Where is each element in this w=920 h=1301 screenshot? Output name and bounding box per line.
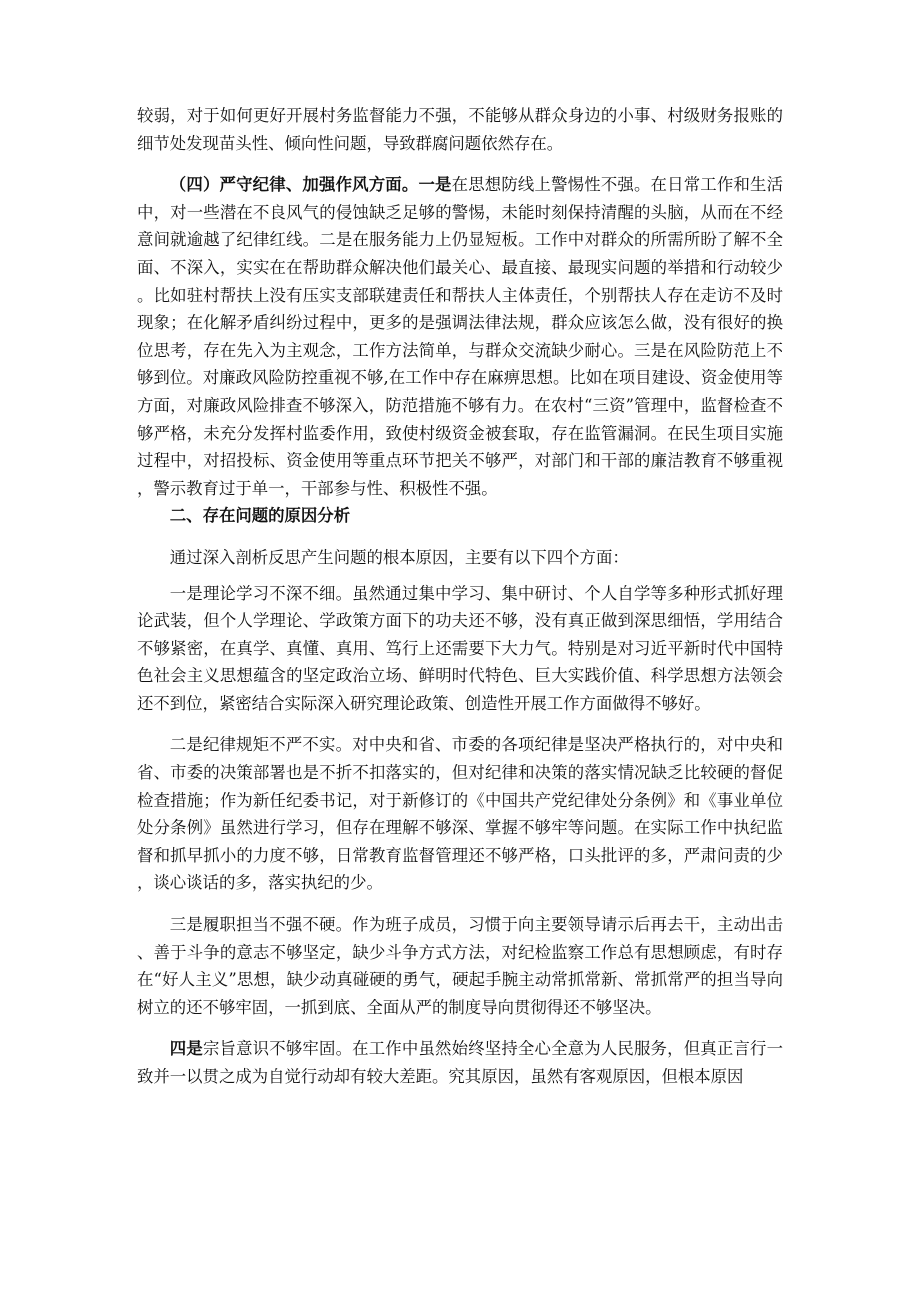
paragraph-body: 在思想防线上警惕性不强。在日常工作和生活中，对一些潜在不良风气的侵蚀缺乏足够的警惕，未能时刻保持清醒的头脑，从而在不经意间就逾越了纪律红线。二是在服务能力上仍显短板。工作中对群众的所需所盼了解不全面、不深入，实实在在帮助群众解决他们最关心、最直接、最现实问题的举措和行动较少。比如驻村帮扶上没有压实支部联建责任和帮扶人主体责任，个别帮扶人存在走访不及时现象；在化解矛盾纠纷过程中，更多的是强调法律法规，群众应该怎么做，没有很好的换位思考，存在先入为主观念，工作方法简单，与群众交流缺少耐心。三是在风险防范上不够到位。对廉政风险防控重视不够,在工作中存在麻痹思想。比如在项目建设、资金使用等方面，对廉政风险排查不够深入，防范措施不够有力。在农村“三资”管理中，监督检查不够严格，未充分发挥村监委作用，致使村级资金被套取，存在监管漏洞。在民生项目实施过程中，对招投标、资金使用等重点环节把关不够严，对部门和干部的廉洁教育不够重视，警示教育过于单一，干部参与性、积极性不强。 [137, 175, 783, 498]
paragraph-cause-2: 二是纪律规矩不严不实。对中央和省、市委的各项纪律是坚决严格执行的，对中央和省、市委的决策部署也是不折不扣落实的，但对纪律和决策的落实情况缺乏比较硬的督促检查措施；作为新任纪委书记，对于新修订的《中国共产党纪律处分条例》和《事业单位处分条例》虽然进行学习，但存在理解不够深、掌握不够牢等问题。在实际工作中执纪监督和抓早抓小的力度不够，日常教育监督管理还不够严格，口头批评的多，严肃问责的少，谈心谈话的多，落实执纪的少。 [137, 735, 783, 893]
paragraph-lead-bold: （四）严守纪律、加强作风方面。一是 [169, 175, 452, 195]
paragraph-intro: 通过深入剖析反思产生问题的根本原因，主要有以下四个方面： [169, 547, 629, 567]
paragraph-continuation: 较弱，对于如何更好开展村务监督能力不强，不能够从群众身边的小事、村级财务报账的细节处发现苗头性、倾向性问题，导致群腐问题依然存在。 [137, 106, 783, 153]
paragraph-discipline-style [137, 171, 783, 502]
section-heading-cause-analysis: 二、存在问题的原因分析 [169, 506, 351, 526]
paragraph-cause-3: 三是履职担当不强不硬。作为班子成员，习惯于向主要领导请示后再去干，主动出击、善于斗争的意志不够坚定，缺少斗争方式方法，对纪检监察工作总有思想顾虑，有时存在“好人主义”思想，缺少动真碰硬的勇气，硬起手腕主动常抓常新、常抓常严的担当导向树立的还不够牢固，一抓到底、全面从严的制度导向贯彻得还不够坚决。 [137, 915, 783, 1017]
paragraph-body: 宗旨意识不够牢固。在工作中虽然始终坚持全心全意为人民服务，但真正言行一致并一以贯之成为自觉行动却有较大差距。究其原因，虽然有客观原因，但根本原因 [137, 1039, 783, 1086]
document-page [137, 102, 783, 1091]
paragraph-lead-bold: 四是 [169, 1039, 203, 1059]
paragraph-cause-4 [137, 1035, 783, 1090]
paragraph-cause-1: 一是理论学习不深不细。虽然通过集中学习、集中研讨、个人自学等多种形式抓好理论武装，但个人学理论、学政策方面下的功夫还不够，没有真正做到深思细悟，学用结合不够紧密，在真学、真懂、真用、笃行上还需要下大力气。特别是对习近平新时代中国特色社会主义思想蕴含的坚定政治立场、鲜明时代特色、巨大实践价值、科学思想方法领会还不到位，紧密结合实际深入研究理论政策、创造性开展工作方面做得不够好。 [137, 583, 783, 713]
